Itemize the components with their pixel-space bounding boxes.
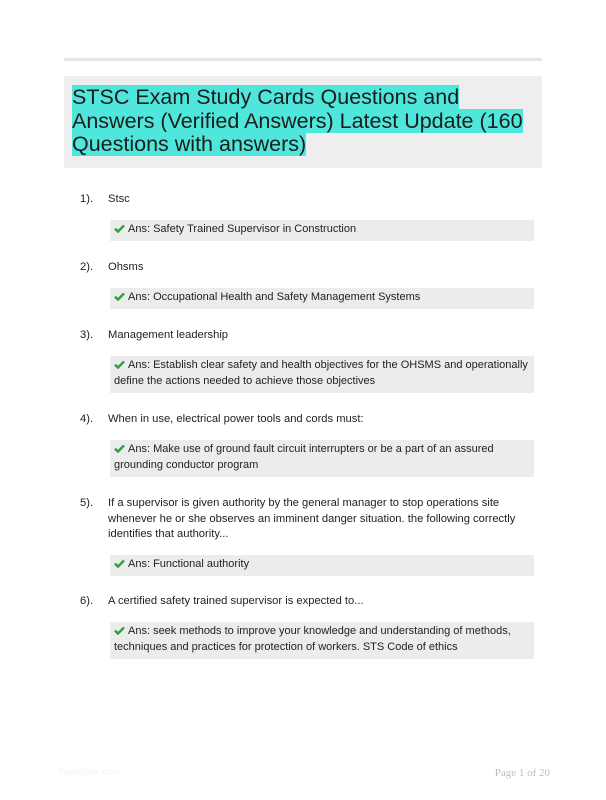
question-text: If a supervisor is given authority by the general manager to stop operations site whenever he or she observes an imminent danger situation. the following correctly identifies that authority... xyxy=(108,497,516,540)
question-number: 5). xyxy=(80,497,94,509)
check-icon xyxy=(114,558,125,574)
answer-text: Ans: Establish clear safety and health objectives for the OHSMS and operationally define the actions needed to achieve those objectives xyxy=(114,358,528,387)
question-row xyxy=(80,496,540,543)
question-text: A certified safety trained supervisor is expected to... xyxy=(108,595,364,607)
title-banner xyxy=(64,76,542,168)
check-icon xyxy=(114,625,125,641)
answer-box xyxy=(110,440,534,477)
document-title xyxy=(72,86,534,157)
question-item xyxy=(80,496,540,576)
check-icon xyxy=(114,443,125,459)
page-number: Page 1 of 20 xyxy=(494,767,550,779)
answer-text: Ans: Occupational Health and Safety Management Systems xyxy=(128,290,421,303)
question-text: When in use, electrical power tools and cords must: xyxy=(108,413,364,425)
answer-text: Ans: seek methods to improve your knowledge and understanding of methods, techniques and practices for protection of workers. STS Code of ethics xyxy=(114,624,511,653)
answer-text: Ans: Safety Trained Supervisor in Construction xyxy=(128,222,357,235)
title-highlight: STSC Exam Study Cards Questions and Answers (Verified Answers) Latest Update (160 Questions with answers) xyxy=(72,85,523,156)
question-number: 2). xyxy=(80,261,94,273)
question-item xyxy=(80,192,540,241)
check-icon xyxy=(114,223,125,239)
answer-box xyxy=(110,622,534,659)
question-row xyxy=(80,328,540,344)
question-item xyxy=(80,328,540,393)
question-number: 4). xyxy=(80,413,94,425)
question-text: Ohsms xyxy=(108,261,144,273)
answer-box xyxy=(110,288,534,310)
top-divider xyxy=(64,58,542,61)
question-row xyxy=(80,594,540,610)
question-row xyxy=(80,412,540,428)
question-item xyxy=(80,412,540,477)
check-icon xyxy=(114,359,125,375)
answer-box xyxy=(110,356,534,393)
answer-box xyxy=(110,555,534,577)
answer-text: Ans: Functional authority xyxy=(128,557,250,570)
question-text: Stsc xyxy=(108,193,130,205)
question-row xyxy=(80,192,540,208)
answer-text: Ans: Make use of ground fault circuit interrupters or be a part of an assured grounding conductor program xyxy=(114,442,494,471)
question-text: Management leadership xyxy=(108,329,229,341)
question-item xyxy=(80,260,540,309)
check-icon xyxy=(114,291,125,307)
question-number: 1). xyxy=(80,193,94,205)
question-item xyxy=(80,594,540,659)
answer-box xyxy=(110,220,534,242)
question-number: 3). xyxy=(80,329,94,341)
question-number: 6). xyxy=(80,595,94,607)
watermark: PaperStric.com xyxy=(58,767,120,777)
question-row xyxy=(80,260,540,276)
